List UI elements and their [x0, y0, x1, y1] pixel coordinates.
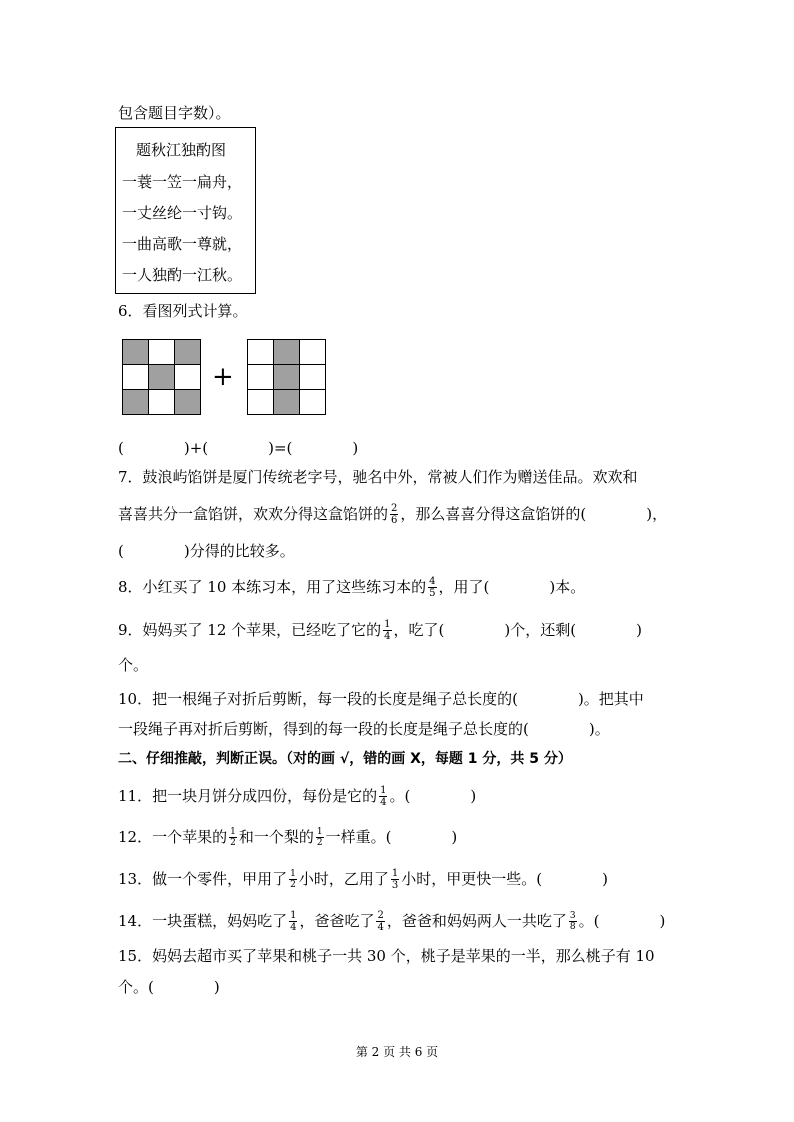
q9-text-b: ，吃了( )个，还剩( ) [393, 621, 642, 639]
grid-cell-shaded [123, 340, 149, 365]
grid-cell-shaded [149, 365, 175, 390]
plus-sign: + [212, 362, 234, 392]
q7-line-3: ( )分得的比较多。 [118, 542, 295, 560]
q9-line-2: 个。 [118, 656, 149, 674]
q8-line [118, 576, 585, 600]
fraction: $\frac{1}{2}$ [230, 826, 236, 848]
grid-cell-shaded [175, 390, 201, 415]
q13-text-a: 13．做一个零件，甲用了 [118, 870, 288, 888]
fraction: $\frac{3}{8}$ [569, 910, 576, 932]
q10-line-1: 10．把一根绳子对折后剪断，每一段的长度是绳子总长度的( )。把其中 [118, 690, 644, 708]
fraction: $\frac{2}{6}$ [391, 502, 398, 526]
q9-text-a: 9．妈妈买了 12 个苹果，已经吃了它的 [118, 621, 382, 639]
grid-cell-shaded [274, 365, 300, 390]
fraction: $\frac{1}{2}$ [290, 868, 296, 890]
q8-text-a: 8．小红买了 10 本练习本，用了这些练习本的 [118, 578, 427, 596]
q7-line-1: 7．鼓浪屿馅饼是厦门传统老字号，驰名中外，常被人们作为赠送佳品。欢欢和 [118, 468, 638, 486]
grid-cell [248, 340, 274, 365]
q7-text-a: 喜喜共分一盒馅饼，欢欢分得这盒馅饼的 [118, 505, 389, 523]
q7-line-2 [118, 503, 667, 527]
poem-box [115, 127, 256, 294]
q14-text-d: 。( ) [578, 912, 666, 930]
grid-cell [175, 365, 201, 390]
grid-cell-shaded [274, 390, 300, 415]
intro-tail: 包含题目字数）。 [118, 104, 231, 122]
grid-cell [300, 340, 326, 365]
q15-line-1: 15．妈妈去超市买了苹果和桃子一共 30 个，桃子是苹果的一半，那么桃子有 10 [118, 947, 655, 965]
grid-cell [123, 365, 149, 390]
grid-cell [149, 390, 175, 415]
grid-right [247, 339, 326, 415]
q13-text-b: 小时，乙用了 [298, 870, 389, 888]
poem-title: 题秋江独酌图 [136, 141, 227, 159]
q12-text-c: 一样重。( ) [325, 828, 458, 846]
q10-line-2: 一段绳子再对折后剪断，得到的每一段的长度是绳子总长度的( )。 [118, 720, 610, 738]
grid-cell [300, 390, 326, 415]
q7-text-b: ，那么喜喜分得这盒馅饼的( )， [400, 505, 668, 523]
q11-text-b: 。( ) [389, 787, 477, 805]
q6-text: 6．看图列式计算。 [118, 302, 248, 320]
grid-cell [300, 365, 326, 390]
fraction: $\frac{4}{5}$ [429, 575, 436, 599]
q14-text-a: 14．一块蛋糕，妈妈吃了 [118, 912, 288, 930]
grid-cell [248, 390, 274, 415]
poem-line-4: 一人独酌一江秋。 [122, 266, 243, 284]
grid-cell-shaded [274, 340, 300, 365]
q14-text-c: ，爸爸和妈妈两人一共吃了 [386, 912, 567, 930]
q8-text-b: ，用了( )本。 [438, 578, 586, 596]
q6-answer-line: ( )+( )=( ) [118, 439, 359, 457]
q13-line [118, 868, 608, 892]
q15-line-2: 个。( ) [118, 978, 220, 996]
q14-text-b: ，爸爸吃了 [299, 912, 375, 930]
q11-text-a: 11．把一块月饼分成四份，每份是它的 [118, 787, 378, 805]
grid-cell-shaded [123, 390, 149, 415]
poem-line-1: 一蓑一笠一扁舟， [122, 173, 243, 191]
q12-line [118, 826, 457, 849]
fraction: $\frac{1}{4}$ [380, 784, 387, 808]
fraction: $\frac{1}{3}$ [391, 867, 399, 891]
q12-text-b: 和一个梨的 [238, 828, 314, 846]
fraction: $\frac{1}{4}$ [384, 618, 391, 642]
grid-cell [248, 365, 274, 390]
q11-line [118, 785, 476, 809]
poem-line-3: 一曲高歌一尊就， [122, 235, 243, 253]
grid-cell-shaded [175, 340, 201, 365]
fraction: $\frac{1}{2}$ [316, 826, 323, 848]
fraction: $\frac{2}{4}$ [377, 909, 384, 933]
fraction: $\frac{1}{4}$ [290, 909, 297, 933]
q12-text-a: 12．一个苹果的 [118, 828, 228, 846]
grid-left [122, 339, 201, 415]
q9-line-1 [118, 619, 642, 643]
q13-text-c: 小时，甲更快一些。( ) [401, 870, 608, 888]
poem-line-2: 一丈丝纶一寸钩。 [122, 204, 243, 222]
page-footer: 第 2 页 共 6 页 [355, 1045, 439, 1059]
q14-line [118, 910, 665, 934]
grid-cell [149, 340, 175, 365]
section-2-heading: 二、仔细推敲，判断正误。（对的画 √，错的画 X，每题 1 分，共 5 分） [118, 751, 572, 767]
